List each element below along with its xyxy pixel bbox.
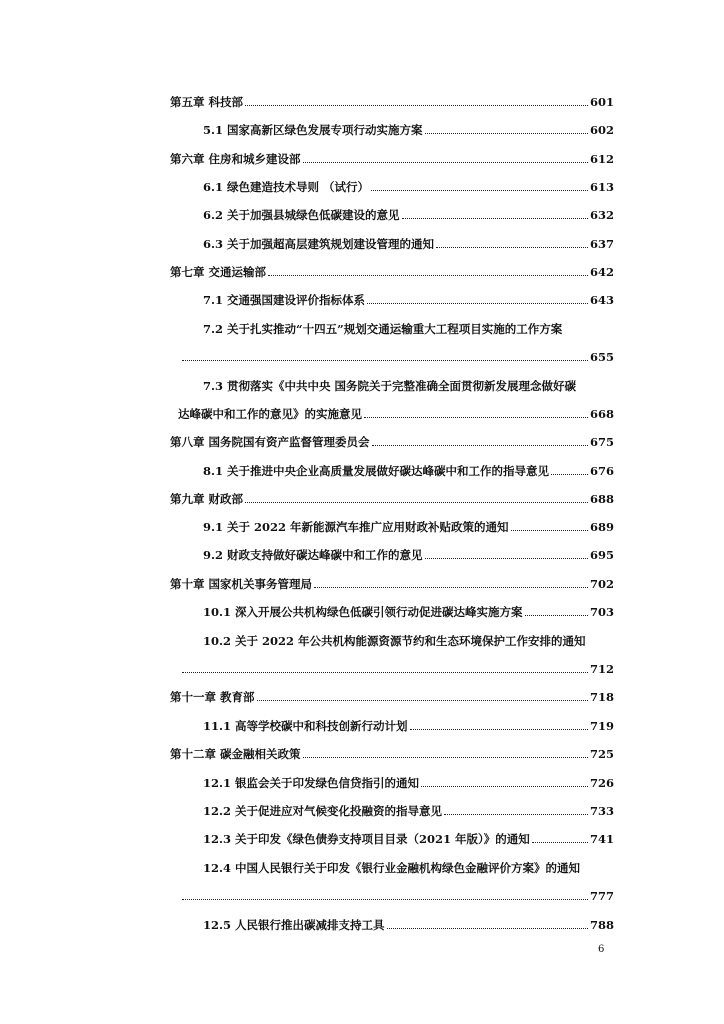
toc-section-10-1[interactable]: 10.1 深入开展公共机构绿色低碳引领行动促进碳达峰实施方案 703 [203, 605, 614, 619]
toc-section-12-2[interactable]: 12.2 关于促进应对气候变化投融资的指导意见 733 [203, 804, 614, 818]
toc-section-12-3[interactable]: 12.3 关于印发《绿色债券支持项目目录（2021 年版）》的通知 741 [203, 832, 614, 846]
toc-section-5-1[interactable]: 5.1 国家高新区绿色发展专项行动实施方案 602 [203, 123, 614, 137]
toc-section-6-2[interactable]: 6.2 关于加强县城绿色低碳建设的意见 632 [203, 208, 614, 222]
toc-section-9-1[interactable]: 9.1 关于 2022 年新能源汽车推广应用财政补贴政策的通知 689 [203, 520, 614, 534]
toc-section-6-3[interactable]: 6.3 关于加强超高层建筑规划建设管理的通知 637 [203, 237, 614, 251]
page-number: 6 [598, 944, 605, 955]
toc-chapter-11[interactable]: 第十一章 教育部 718 [170, 690, 614, 704]
toc-chapter-5[interactable]: 第五章 科技部 601 [170, 95, 614, 109]
toc-section-12-4[interactable]: 12.4 中国人民银行关于印发《银行业金融机构绿色金融评价方案》的通知 [203, 861, 581, 875]
toc-section-10-2[interactable]: 10.2 关于 2022 年公共机构能源资源节约和生态环境保护工作安排的通知 [203, 634, 586, 648]
toc-section-7-3[interactable]: 7.3 贯彻落实《中共中央 国务院关于完整准确全面贯彻新发展理念做好碳 [203, 379, 577, 393]
toc-section-6-1[interactable]: 6.1 绿色建造技术导则 （试行） 613 [203, 180, 614, 194]
toc-section-10-2-page[interactable]: 712 [180, 660, 614, 678]
toc-section-11-1[interactable]: 11.1 高等学校碳中和科技创新行动计划 719 [203, 719, 614, 733]
toc-chapter-10[interactable]: 第十章 国家机关事务管理局 702 [170, 577, 614, 591]
toc-section-7-3-cont[interactable]: 达峰碳中和工作的意见》的实施意见 668 [178, 407, 614, 421]
toc-chapter-8[interactable]: 第八章 国务院国有资产监督管理委员会 675 [170, 435, 614, 449]
toc-section-12-4-page[interactable]: 777 [180, 887, 614, 905]
toc-chapter-6[interactable]: 第六章 住房和城乡建设部 612 [170, 152, 614, 166]
toc-section-7-1[interactable]: 7.1 交通强国建设评价指标体系 643 [203, 293, 614, 307]
toc-section-7-2-page[interactable]: 655 [180, 348, 614, 366]
toc-section-9-2[interactable]: 9.2 财政支持做好碳达峰碳中和工作的意见 695 [203, 548, 614, 562]
toc-chapter-7[interactable]: 第七章 交通运输部 642 [170, 265, 614, 279]
toc-section-7-2[interactable]: 7.2 关于扎实推动“十四五”规划交通运输重大工程项目实施的工作方案 [203, 322, 563, 336]
toc-chapter-12[interactable]: 第十二章 碳金融相关政策 725 [170, 747, 614, 761]
toc-chapter-9[interactable]: 第九章 财政部 688 [170, 492, 614, 506]
toc-section-8-1[interactable]: 8.1 关于推进中央企业高质量发展做好碳达峰碳中和工作的指导意见 676 [203, 464, 614, 478]
toc-section-12-1[interactable]: 12.1 银监会关于印发绿色信贷指引的通知 726 [203, 776, 614, 790]
toc-section-12-5[interactable]: 12.5 人民银行推出碳减排支持工具 788 [203, 918, 614, 932]
